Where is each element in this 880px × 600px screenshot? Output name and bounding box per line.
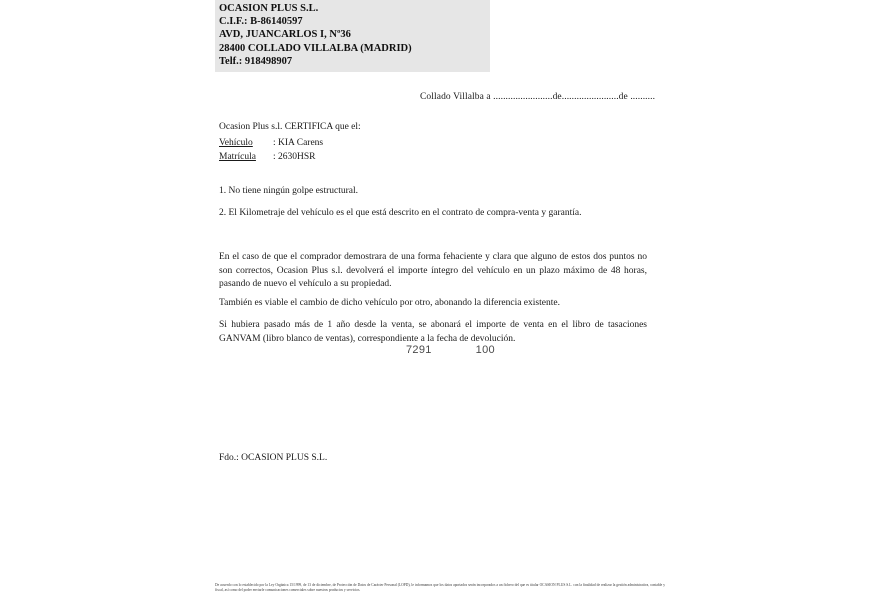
field-matricula-value: : 2630HSR <box>273 152 316 162</box>
field-vehiculo <box>219 138 323 148</box>
paragraph-refund-terms: En el caso de que el comprador demostrara de una forma fehaciente y clara que alguno de estos dos puntos no son correctos, Ocasion Plus s.l. devolverá el importe íntegro del vehículo en un plazo máximo de 48 horas, pasando de nuevo el vehículo a su propiedad. <box>219 252 647 289</box>
letterhead-company-name: OCASION PLUS S.L. <box>219 3 319 14</box>
letterhead-block <box>215 0 490 72</box>
paragraph-one-year-clause: Si hubiera pasado más de 1 año desde la venta, se abonará el importe de venta en el libro de tasaciones GANVAM (libro blanco de ventas), correspondiente a la fecha de devolución. <box>219 320 647 344</box>
field-matricula <box>219 152 316 162</box>
signature-line: Fdo.: OCASION PLUS S.L. <box>219 453 328 463</box>
paragraph-vehicle-exchange: También es viable el cambio de dicho vehículo por otro, abonando la diferencia existente. <box>219 298 560 308</box>
letterhead-address: AVD, JUANCARLOS I, Nº36 <box>219 29 351 41</box>
certification-point-1: 1. No tiene ningún golpe estructural. <box>219 186 359 196</box>
certification-point-2: 2. El Kilometraje del vehículo es el que está descrito en el contrato de compra-venta y garantía. <box>219 208 582 218</box>
certification-intro: Ocasion Plus s.l. CERTIFICA que el: <box>219 122 361 132</box>
overlay-number-first: 7291 <box>406 344 432 356</box>
page-left-margin <box>0 0 6 600</box>
field-matricula-label: Matrícula <box>219 152 256 162</box>
field-vehiculo-label: Vehículo <box>219 138 253 148</box>
letterhead-phone: Telf.: 918498907 <box>219 55 293 67</box>
overlay-number-group <box>406 344 495 356</box>
field-vehiculo-value: : KIA Carens <box>273 138 324 148</box>
overlay-number-second: 100 <box>475 344 495 356</box>
letterhead-city: 28400 COLLADO VILLALBA (MADRID) <box>219 42 412 54</box>
place-and-date-line: Collado Villalba a ........................de.......................de .......... <box>420 92 656 102</box>
letterhead-cif: C.I.F.: B-86140597 <box>219 16 303 28</box>
footer-legal-notice: De acuerdo con lo establecido por la Ley Orgánica 15/1999, de 13 de diciembre, de Protección de Datos de Carácter Personal (LOPD), le informamos que los datos aportados serán incorporados a un fichero del que es titular OCASION PLUS S.L. con la finalidad de realizar la gestión administrativa, contable y fiscal, así como del poder enviarle comunicaciones comerciales sobre nuestros productos y servicios. <box>215 583 665 592</box>
page-right-margin <box>874 0 880 600</box>
